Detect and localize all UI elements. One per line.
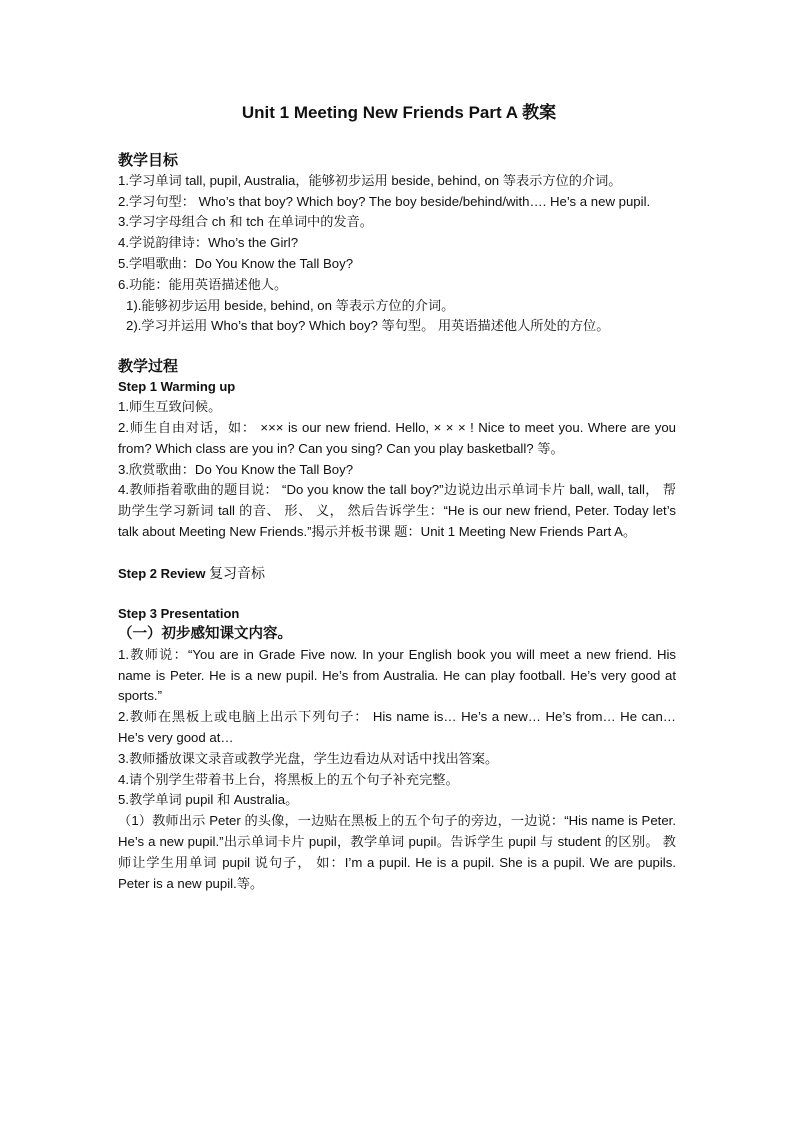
objective-item: 2.学习句型： Who’s that boy? Which boy? The boy beside/behind/with…. He’s a new pupil. — [118, 193, 651, 209]
document-title: Unit 1 Meeting New Friends Part A 教案 — [241, 103, 557, 122]
step1-item: 2.师生自由对话，如： ××× is our new friend. Hello, × × × ! Nice to meet you. Where are you from? Which class are you in? Can you sing? Can you play basketball? 等。 — [118, 419, 676, 456]
step2-heading — [118, 563, 676, 584]
objective-item: 1.学习单词 tall, pupil, Australia，能够初步运用 beside, behind, on 等表示方位的介词。 — [118, 172, 622, 188]
objective-subitem: 2).学习并运用 Who’s that boy? Which boy? 等句型。 用英语描述他人所处的方位。 — [126, 318, 610, 334]
process-heading: 教学过程 — [118, 358, 179, 376]
step3-subheading: （一）初步感知课文内容。 — [118, 625, 292, 642]
step3-item: 3.教师播放课文录音或教学光盘，学生边看边从对话中找出答案。 — [118, 750, 499, 766]
step3-item: （1）教师出示 Peter 的头像，一边贴在黑板上的五个句子的旁边，一边说：“His name is Peter. He’s a new pupil.”出示单词卡片 pupil，教学单词 pupil。告诉学生 pupil 与 student 的区别。 教师让学生用单词 pupil 说句子， 如：I’m a pupil. He is a pupil. She is a pupil. We are pupils. Peter is a new pupil.等。 — [118, 813, 676, 891]
objective-item: 3.学习字母组合 ch 和 tch 在单词中的发音。 — [118, 214, 373, 230]
step3-item: 2.教师在黑板上或电脑上出示下列句子： His name is… He’s a new… He’s from… He can… He’s very good at… — [118, 709, 676, 745]
step2-title: Step 2 Review — [118, 565, 206, 581]
objective-item: 4.学说韵律诗：Who’s the Girl? — [118, 235, 299, 251]
step1-list — [118, 397, 676, 543]
step1-item: 4.教师指着歌曲的题目说： “Do you know the tall boy?”边说边出示单词卡片 ball, wall, tall， 帮助学生学习新词 tall 的音、 形、 义， 然后告诉学生：“He is our new friend, Peter. Today let’s talk about Meeting New Friends.”揭示并板书课 题：Unit 1 Meeting New Friends Part A。 — [118, 482, 676, 539]
step3-item: 5.教学单词 pupil 和 Australia。 — [118, 792, 299, 808]
step2-note: 复习音标 — [209, 564, 266, 581]
step1-item: 3.欣赏歌曲：Do You Know the Tall Boy? — [118, 461, 354, 477]
objective-item: 5.学唱歌曲：Do You Know the Tall Boy? — [118, 255, 354, 271]
objectives-list — [118, 171, 676, 337]
step3-item: 4.请个别学生带着书上台，将黑板上的五个句子补充完整。 — [118, 771, 459, 787]
step1-heading: Step 1 Warming up — [118, 379, 236, 395]
step3-list — [118, 645, 676, 895]
objective-subitem: 1).能够初步运用 beside, behind, on 等表示方位的介词。 — [126, 297, 455, 313]
step3-heading: Step 3 Presentation — [118, 605, 240, 621]
objectives-heading: 教学目标 — [118, 151, 179, 169]
lesson-plan-page — [118, 103, 676, 894]
step1-item: 1.师生互致问候。 — [118, 399, 222, 415]
objective-item: 6.功能：能用英语描述他人。 — [118, 276, 288, 292]
step3-item: 1.教师说：“You are in Grade Five now. In your English book you will meet a new friend. His name is Peter. He is a new pupil. He’s from Australia. He can play football. He’s very good at sports.” — [118, 646, 676, 704]
